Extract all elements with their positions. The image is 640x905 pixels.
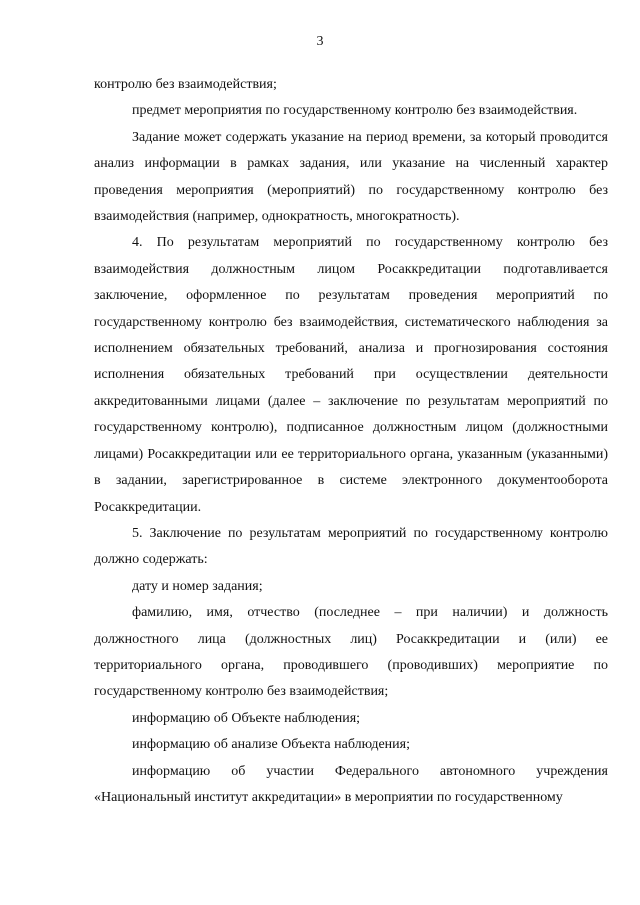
list-item-date-number: дату и номер задания; bbox=[132, 578, 263, 594]
list-item-institute-participation: информацию об участии Федерального автономного учреждения «Национальный институт аккредитации» в мероприятии по государственному bbox=[94, 763, 608, 805]
list-item-official-name: фамилию, имя, отчество (последнее – при наличии) и должность должностного лица (должностных лиц) Росаккредитации и (или) ее территориального органа, проводившего (проводивших) мероприятие по государственному контролю без взаимодействия; bbox=[94, 605, 608, 700]
list-item-object-info: информацию об Объекте наблюдения; bbox=[132, 710, 361, 726]
paragraph-item-5: 5. Заключение по результатам мероприятий по государственному контролю должно содержать: bbox=[94, 525, 608, 568]
page-number: 3 bbox=[316, 34, 324, 49]
paragraph-task-period: Задание может содержать указание на период времени, за который проводится анализ информации в рамках задания, или указание на численный характер проведения мероприятия (мероприятий) по государственному контролю без взаимодействия (например, однократность, многократность). bbox=[94, 129, 608, 225]
list-item-object-analysis: информацию об анализе Объекта наблюдения; bbox=[132, 737, 410, 753]
paragraph-subject: предмет мероприятия по государственному контролю без взаимодействия. bbox=[132, 103, 578, 119]
paragraph-item-4: 4. По результатам мероприятий по государственному контролю без взаимодействия должностным лицом Росаккредитации подготавливается заключение, оформленное по результатам проведения мероприятий по государственному контролю без взаимодействия, систематического наблюдения за исполнением обязательных требований, анализа и прогнозирования состояния исполнения обязательных требований при осуществлении деятельности аккредитованными лицами (далее – заключение по результатам мероприятий по государственному контролю), подписанное должностным лицом (должностными лицами) Росаккредитации или ее территориального органа, указанным (указанными) в задании, зарегистрированное в системе электронного документооборота Росаккредитации. bbox=[94, 235, 608, 515]
paragraph-continuation: контролю без взаимодействия; bbox=[94, 77, 277, 92]
document-body bbox=[94, 72, 608, 811]
